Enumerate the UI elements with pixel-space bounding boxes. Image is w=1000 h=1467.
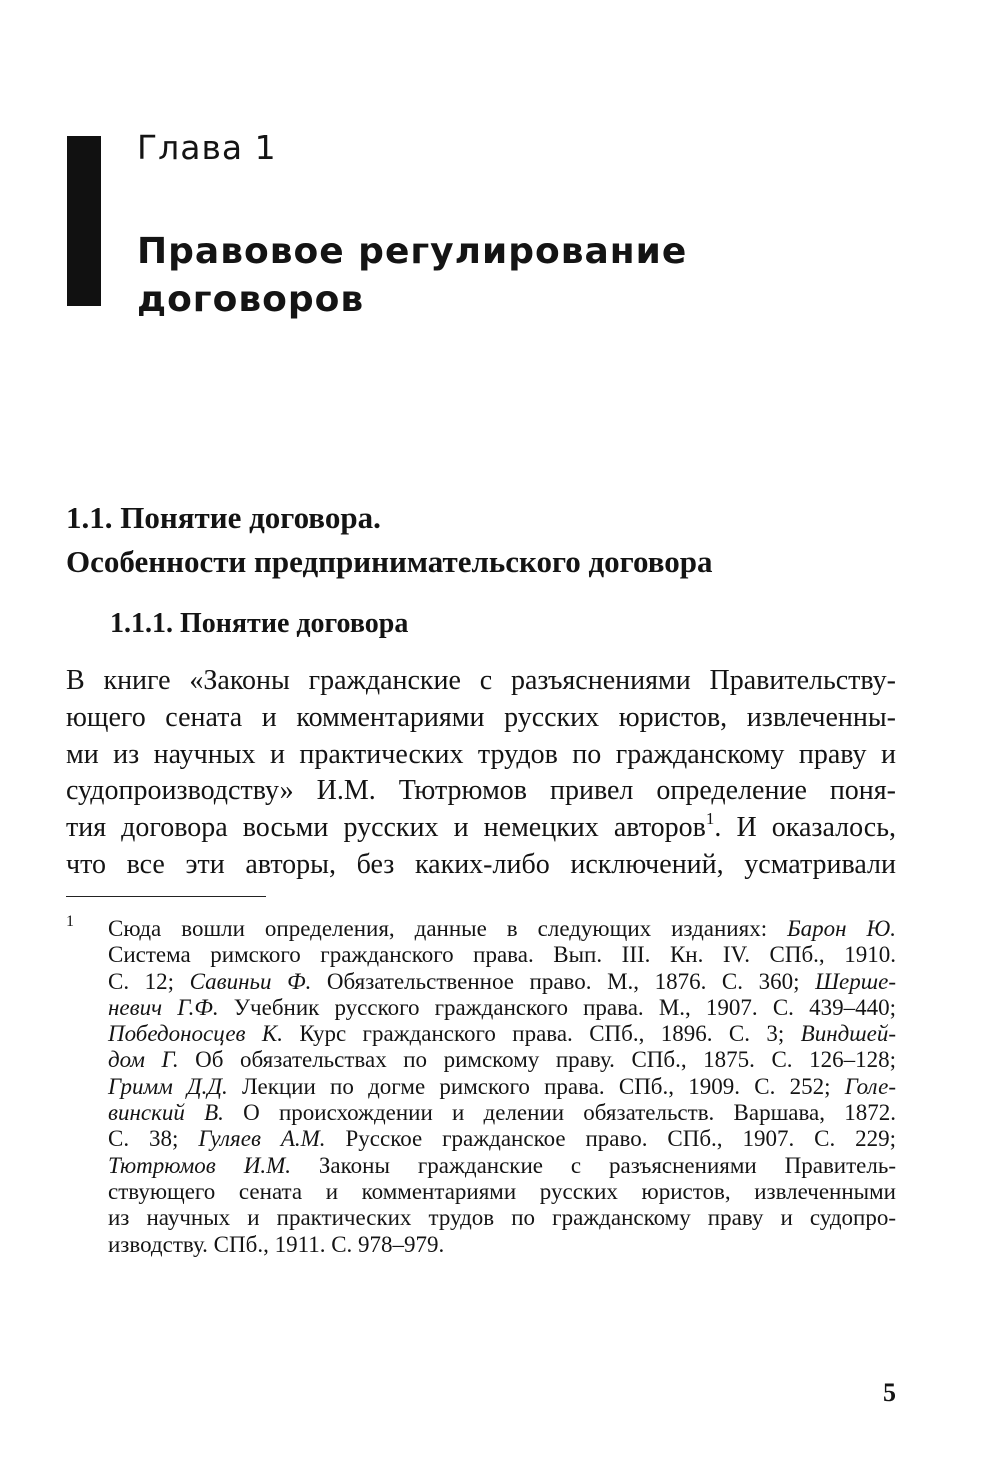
footnote-author: Тютрюмов И.М. (108, 1152, 291, 1178)
footnote-line (108, 969, 896, 995)
paragraph-line: судопроизводству» И.М. Тютрюмов привел определение поня- (66, 775, 896, 807)
footnote-author: дом Г. (108, 1047, 179, 1073)
footnote-line (108, 1100, 896, 1126)
footnote-author: Гримм Д.Д. (108, 1073, 228, 1099)
subsection-title: 1.1.1. Понятие договора (110, 608, 409, 639)
body-paragraph (66, 663, 896, 884)
footnote-text-segment: С. 12; (108, 968, 190, 994)
paragraph-line: В книге «Законы гражданские с разъяснениями Правительству- (66, 665, 896, 696)
footnote-line (108, 1074, 896, 1100)
chapter-title-line-2: договоров (137, 279, 365, 320)
footnote-line: из научных и практических трудов по гражданскому праву и судопро- (108, 1205, 896, 1231)
paragraph-line: ми из научных и практических трудов по гражданскому праву и (66, 738, 896, 770)
footnote-text-segment: Законы гражданские с разъяснениями Правитель- (290, 1152, 896, 1178)
footnote-line (108, 1021, 896, 1047)
footnote-author: Гуляев А.М. (198, 1126, 326, 1152)
footnote-line: изводству. СПб., 1911. С. 978–979. (108, 1231, 445, 1257)
footnote-text-segment: Об обязательствах по римскому праву. СПб., 1875. С. 126–128; (178, 1047, 896, 1073)
footnote-line: Система римского гражданского права. Вып. III. Кн. IV. СПб., 1910. (108, 942, 896, 968)
footnote-marker: 1 (66, 913, 74, 930)
footnote-text-segment: Учебник русского гражданского права. М., 1907. С. 439–440; (218, 994, 896, 1020)
paragraph-line: ющего сената и комментариями русских юристов, извлеченны- (66, 701, 896, 733)
footnote-text (108, 916, 896, 1258)
footnote-text-segment: С. 38; (108, 1126, 199, 1152)
footnote-author: Виндшей- (800, 1021, 896, 1047)
footnote-separator (66, 896, 266, 897)
footnote-text-segment: Лекции по догме римского права. СПб., 1909. С. 252; (227, 1073, 845, 1099)
footnote-author: Победоносцев К. (108, 1021, 283, 1047)
chapter-title (137, 228, 687, 324)
footnote-author: Савиньи Ф. (189, 968, 312, 994)
chapter-title-line-1: Правовое регулирование (137, 231, 688, 272)
paragraph-line (66, 810, 896, 847)
section-title-line-1: 1.1. Понятие договора. (66, 500, 381, 535)
footnote-line (108, 916, 896, 942)
paragraph-line: что все эти авторы, без каких-либо исключений, усматривали (66, 848, 896, 880)
chapter-marker-bar (67, 136, 101, 306)
paragraph-text: тия договора восьми русских и немецких авторов (66, 812, 706, 844)
footnote-text-segment: Русское гражданское право. СПб., 1907. С. 229; (325, 1126, 897, 1152)
footnote-text-segment: О происхождении и делении обязательств. Варшава, 1872. (223, 1100, 896, 1126)
page-number: 5 (883, 1378, 896, 1407)
footnote-line (108, 1126, 896, 1152)
footnote-author: невич Г.Ф. (108, 994, 219, 1020)
footnote-text-segment: Сюда вошли определения, данные в следующих изданиях: (108, 916, 788, 941)
footnote-text-segment: Обязательственное право. М., 1876. С. 360; (311, 968, 816, 994)
footnote-line (108, 995, 896, 1021)
footnote-author: Голе- (844, 1073, 896, 1099)
footnote-text-segment: Курс гражданского права. СПб., 1896. С. 3; (282, 1021, 801, 1047)
chapter-label: Глава 1 (137, 128, 277, 167)
footnote-author: винский В. (108, 1100, 224, 1126)
section-title (66, 496, 713, 584)
footnote-line: ствующего сената и комментариями русских юристов, извлеченными (108, 1178, 896, 1204)
section-title-line-2: Особенности предпринимательского договора (66, 544, 713, 579)
footnote-line (108, 1047, 896, 1073)
footnote-reference[interactable]: 1 (705, 809, 715, 829)
footnote-author: Барон Ю. (787, 916, 897, 941)
paragraph-text: . И оказалось, (714, 812, 896, 844)
footnote-line (108, 1153, 896, 1179)
footnote-author: Шерше- (815, 968, 896, 994)
